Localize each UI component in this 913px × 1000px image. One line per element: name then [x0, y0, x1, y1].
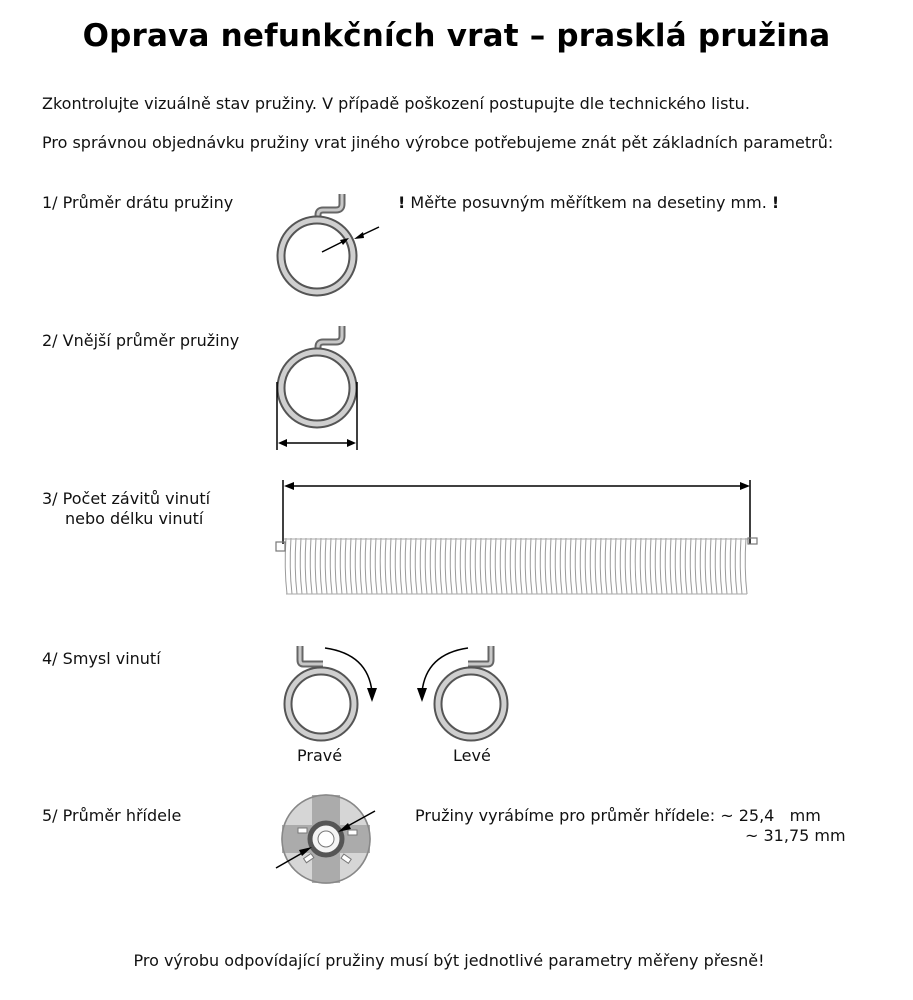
- param-2-label: 2/ Vnější průměr pružiny: [42, 331, 240, 350]
- shaft-size-1: ~ 25,4 mm: [720, 806, 821, 825]
- measure-note-text: Měřte posuvným měřítkem na desetiny mm.: [410, 193, 767, 212]
- note-mark-right: !: [771, 193, 780, 212]
- param-3-label-line-2: nebo délku vinutí: [65, 509, 204, 528]
- wire-diameter-diagram: [270, 190, 390, 300]
- param-1-label: 1/ Průměr drátu pružiny: [42, 193, 234, 212]
- measure-note: [398, 193, 779, 213]
- shaft-diameter-diagram: [268, 792, 388, 892]
- right-hand-label: Pravé: [297, 746, 343, 765]
- page-title: Oprava nefunkčních vrat – prasklá pružina: [82, 18, 831, 54]
- intro-line-1: Zkontrolujte vizuálně stav pružiny. V případě poškození postupujte dle technického listu.: [42, 94, 750, 113]
- right-hand-coil-diagram: [280, 638, 390, 748]
- shaft-text: Pružiny vyrábíme pro průměr hřídele:: [415, 806, 716, 825]
- param-5-label: 5/ Průměr hřídele: [42, 806, 182, 825]
- param-3-label-line-1: 3/ Počet závitů vinutí: [42, 489, 211, 508]
- left-hand-label: Levé: [453, 746, 491, 765]
- note-mark-left: !: [398, 193, 406, 212]
- param-3-label: [42, 489, 210, 529]
- param-4-label: 4/ Smysl vinutí: [42, 649, 161, 668]
- coil-length-diagram: [276, 472, 766, 602]
- shaft-size-2: ~ 31,75 mm: [745, 826, 846, 845]
- left-hand-coil-diagram: [410, 638, 520, 748]
- footer-note: Pro výrobu odpovídající pružiny musí být jednotlivé parametry měřeny přesně!: [133, 951, 765, 970]
- intro-line-2: Pro správnou objednávku pružiny vrat jiného výrobce potřebujeme znát pět základních parametrů:: [42, 133, 834, 152]
- outer-diameter-diagram: [270, 322, 370, 452]
- coil-turns: [284, 538, 748, 594]
- shaft-sizes-text: [415, 806, 821, 826]
